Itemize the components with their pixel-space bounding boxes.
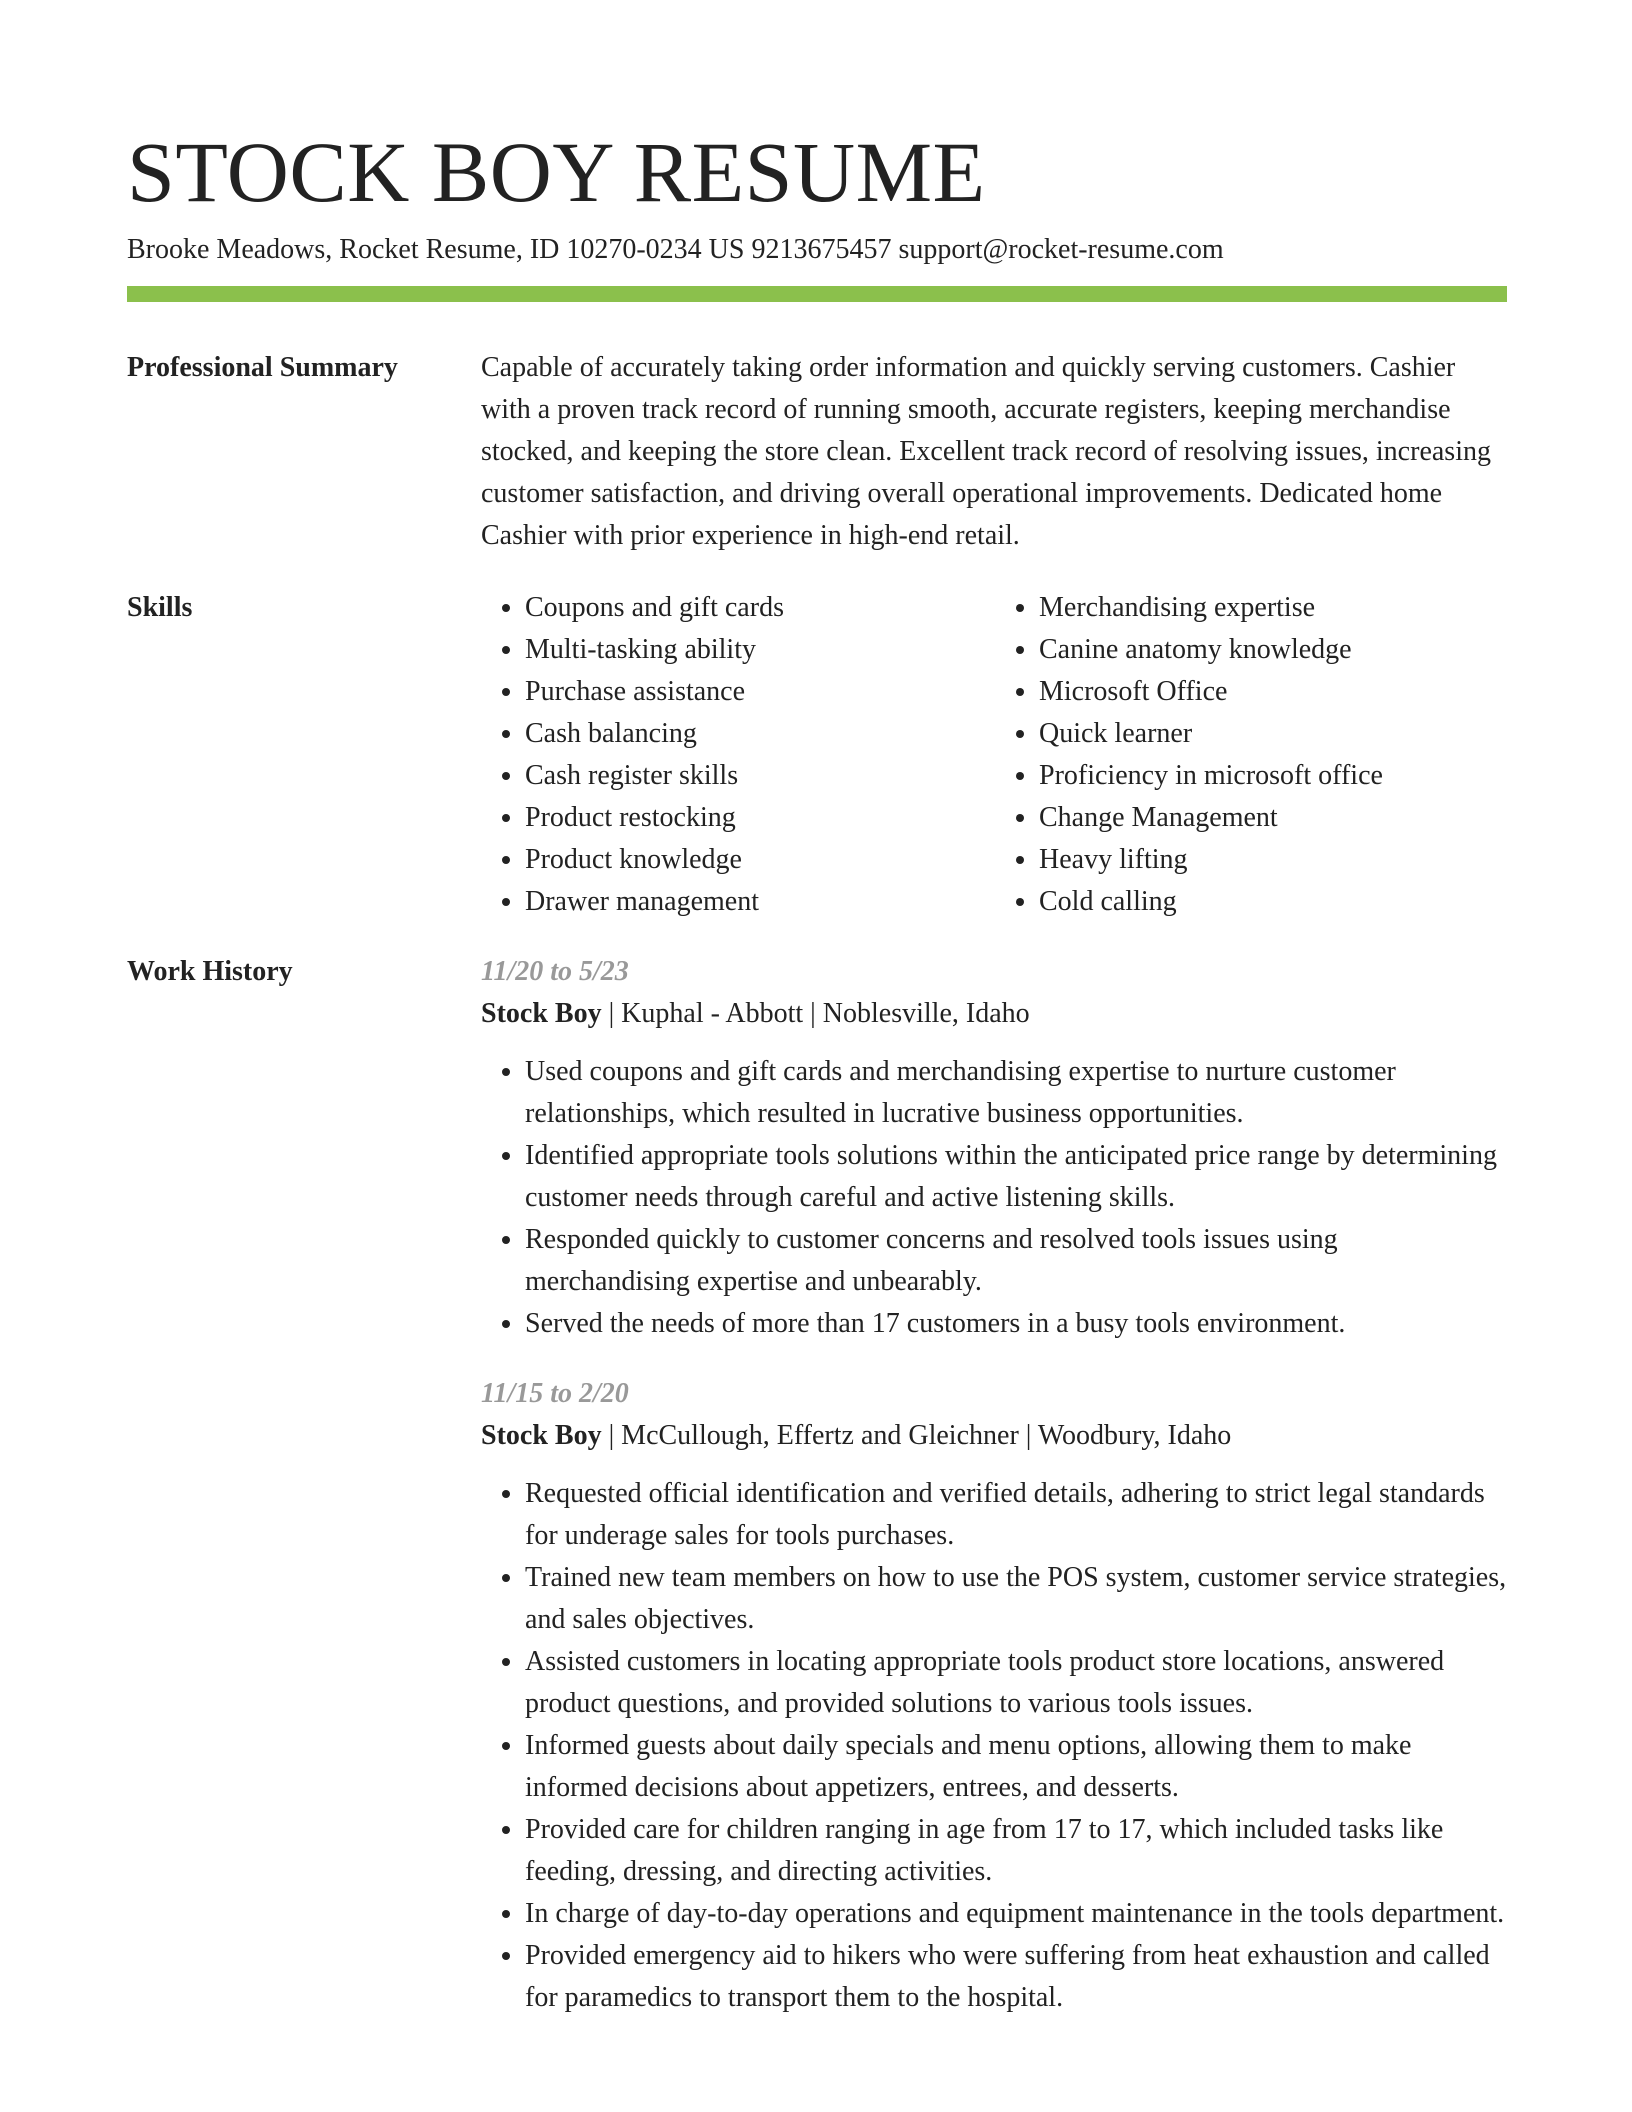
section-label-summary: Professional Summary [127,352,398,383]
job-date: 11/15 to 2/20 [481,1378,629,1409]
skill-item: • Coupons and gift cards [525,587,995,629]
header-divider [127,286,1507,302]
skill-item: • Cash balancing [525,713,995,755]
skills-list-left [481,587,995,923]
skills-columns [481,587,1509,923]
skill-item: • Product restocking [525,797,995,839]
skill-item: • Proficiency in microsoft office [1039,755,1509,797]
job-bullet: • Informed guests about daily specials and menu options, allowing them to make informed decisions about appetizers, entrees, and desserts. [525,1725,1509,1809]
skills-list-right [995,587,1509,923]
skill-item: • Canine anatomy knowledge [1039,629,1509,671]
skill-item: • Drawer management [525,881,995,923]
job-bullet: • Requested official identification and verified details, adhering to strict legal standards for underage sales for tools purchases. [525,1473,1509,1557]
skill-item: • Multi-tasking ability [525,629,995,671]
job-bullet: • Provided care for children ranging in age from 17 to 17, which included tasks like feeding, dressing, and directing activities. [525,1809,1509,1893]
skill-item: • Cold calling [1039,881,1509,923]
job-bullet: • Served the needs of more than 17 customers in a busy tools environment. [525,1303,1509,1345]
job-bullet-list [481,1473,1509,2019]
job-role: Stock Boy [481,1420,602,1451]
summary-text: Capable of accurately taking order information and quickly serving customers. Cashier with a proven track record of running smooth, accurate registers, keeping merchandise stocked, and keeping the store clean. Excellent track record of resolving issues, increasing customer satisfaction, and driving overall operational improvements. Dedicated home Cashier with prior experience in high-end retail. [481,352,1491,551]
skill-item: • Heavy lifting [1039,839,1509,881]
job-title-line [481,993,1509,1035]
job-bullet: • Used coupons and gift cards and merchandising expertise to nurture customer relationships, which resulted in lucrative business opportunities. [525,1051,1509,1135]
skill-item: • Purchase assistance [525,671,995,713]
job-employer-location: | McCullough, Effertz and Gleichner | Woodbury, Idaho [601,1420,1232,1451]
skill-item: • Cash register skills [525,755,995,797]
job-bullet: • Identified appropriate tools solutions within the anticipated price range by determining customer needs through careful and active listening skills. [525,1135,1509,1219]
job-title-line [481,1415,1509,1457]
job-bullet: • Trained new team members on how to use the POS system, customer service strategies, and sales objectives. [525,1557,1509,1641]
contact-line: Brooke Meadows, Rocket Resume, ID 10270-0234 US 9213675457 support@rocket-resume.com [127,234,1224,265]
section-label-work-history: Work History [127,956,293,987]
job-role: Stock Boy [481,998,602,1029]
job-entry [481,1373,1509,2019]
job-bullet: • Responded quickly to customer concerns and resolved tools issues using merchandising expertise and unbearably. [525,1219,1509,1303]
skill-item: • Merchandising expertise [1039,587,1509,629]
section-label-skills: Skills [127,592,193,623]
job-bullet: • Provided emergency aid to hikers who were suffering from heat exhaustion and called for paramedics to transport them to the hospital. [525,1935,1509,2019]
resume-title: STOCK BOY RESUME [127,124,986,220]
summary-body [481,347,1509,557]
job-entry [481,951,1509,1345]
job-bullet: • In charge of day-to-day operations and equipment maintenance in the tools department. [525,1893,1509,1935]
job-bullet-list [481,1051,1509,1345]
skill-item: • Product knowledge [525,839,995,881]
job-employer-location: | Kuphal - Abbott | Noblesville, Idaho [601,998,1030,1029]
skill-item: • Quick learner [1039,713,1509,755]
skills-body [481,587,1509,923]
skill-item: • Change Management [1039,797,1509,839]
skill-item: • Microsoft Office [1039,671,1509,713]
job-date: 11/20 to 5/23 [481,956,629,987]
job-bullet: • Assisted customers in locating appropriate tools product store locations, answered product questions, and provided solutions to various tools issues. [525,1641,1509,1725]
